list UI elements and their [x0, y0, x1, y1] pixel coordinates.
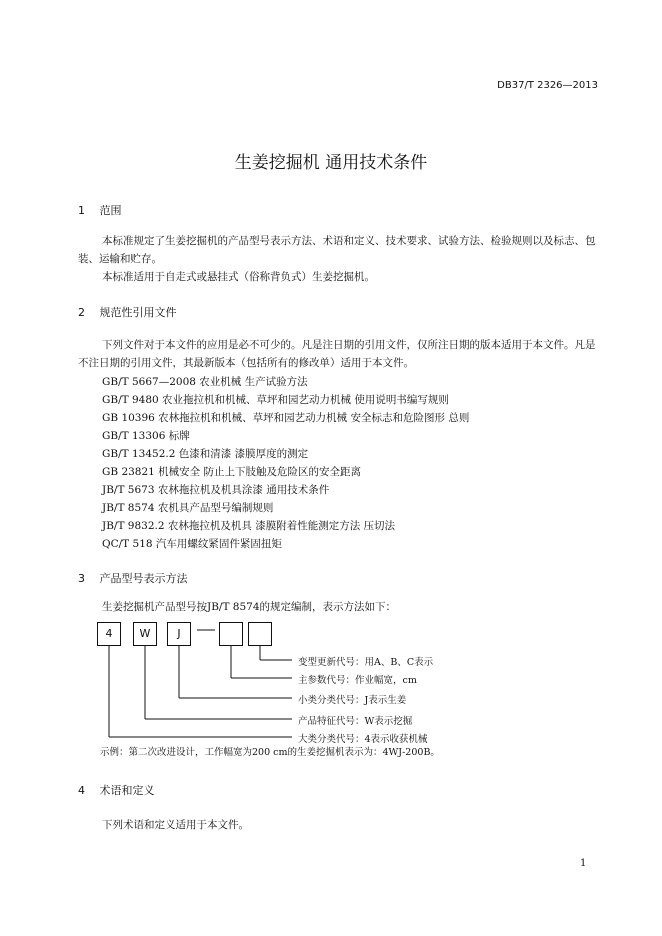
- section-title: 产品型号表示方法: [99, 572, 188, 585]
- diagram-label-category: 大类分类代号：4表示收获机械: [298, 734, 428, 745]
- section-number: 1: [78, 204, 85, 217]
- section-title: 范围: [99, 204, 122, 217]
- reference-item: GB 23821 机械安全 防止上下肢触及危险区的安全距离: [102, 466, 362, 478]
- model-code-box-category: 4: [97, 622, 121, 646]
- model-code-box-subclass: J: [167, 622, 191, 646]
- section-2-heading: [78, 304, 177, 320]
- reference-item: GB/T 13306 标牌: [102, 430, 190, 442]
- model-code-box-main-parameter: [219, 622, 243, 646]
- diagram-label-feature: 产品特征代号：W表示挖掘: [298, 716, 413, 727]
- reference-item: JB/T 8574 农机具产品型号编制规则: [102, 502, 274, 514]
- diagram-label-variant: 变型更新代号：用A、B、C表示: [298, 657, 434, 668]
- document-code: DB37/T 2326—2013: [497, 80, 598, 91]
- reference-item: GB/T 13452.2 色漆和清漆 漆膜厚度的测定: [102, 448, 309, 460]
- reference-item: GB/T 5667—2008 农业机械 生产试验方法: [102, 376, 308, 388]
- section-1-paragraph-1: 本标准规定了生姜挖掘机的产品型号表示方法、术语和定义、技术要求、试验方法、检验规则以及标志、包装、运输和贮存。: [78, 235, 596, 265]
- reference-item: JB/T 5673 农林拖拉机及机具涂漆 通用技术条件: [102, 484, 330, 496]
- diagram-label-subclass: 小类分类代号：J表示生姜: [298, 695, 407, 706]
- section-1-heading: [78, 202, 122, 218]
- reference-item: GB/T 9480 农业拖拉机和机械、草坪和园艺动力机械 使用说明书编写规则: [102, 394, 449, 406]
- reference-item: JB/T 9832.2 农林拖拉机及机具 漆膜附着性能测定方法 压切法: [102, 520, 396, 532]
- example-note: 示例：第二次改进设计，工作幅宽为200 cm的生姜挖掘机表示为：4WJ-200B。: [100, 747, 440, 758]
- section-1-paragraph-2: 本标准适用于自走式或悬挂式（俗称背负式）生姜挖掘机。: [102, 271, 375, 283]
- section-number: 2: [78, 306, 85, 319]
- reference-item: GB 10396 农林拖拉机和机械、草坪和园艺动力机械 安全标志和危险图形 总则: [102, 412, 470, 424]
- section-3-heading: [78, 570, 188, 586]
- section-title: 规范性引用文件: [99, 306, 177, 319]
- model-code-box-feature: W: [133, 622, 157, 646]
- section-3-intro: 生姜挖掘机产品型号按JB/T 8574的规定编制，表示方法如下：: [102, 601, 397, 613]
- model-code-box-variant: [248, 622, 272, 646]
- section-4-heading: [78, 782, 155, 798]
- section-2-paragraph: 下列文件对于本文件的应用是必不可少的。凡是注日期的引用文件，仅所注日期的版本适用于本文件。凡是不注日期的引用文件，其最新版本（包括所有的修改单）适用于本文件。: [78, 339, 596, 369]
- section-title: 术语和定义: [99, 784, 155, 797]
- page-number: 1: [580, 858, 587, 869]
- document-title: 生姜挖掘机 通用技术条件: [234, 153, 428, 173]
- section-4-paragraph: 下列术语和定义适用于本文件。: [102, 819, 249, 831]
- diagram-label-main-parameter: 主参数代号：作业幅宽，cm: [298, 675, 417, 686]
- reference-item: QC/T 518 汽车用螺纹紧固件紧固扭矩: [102, 538, 282, 550]
- section-number: 4: [78, 784, 85, 797]
- section-number: 3: [78, 572, 85, 585]
